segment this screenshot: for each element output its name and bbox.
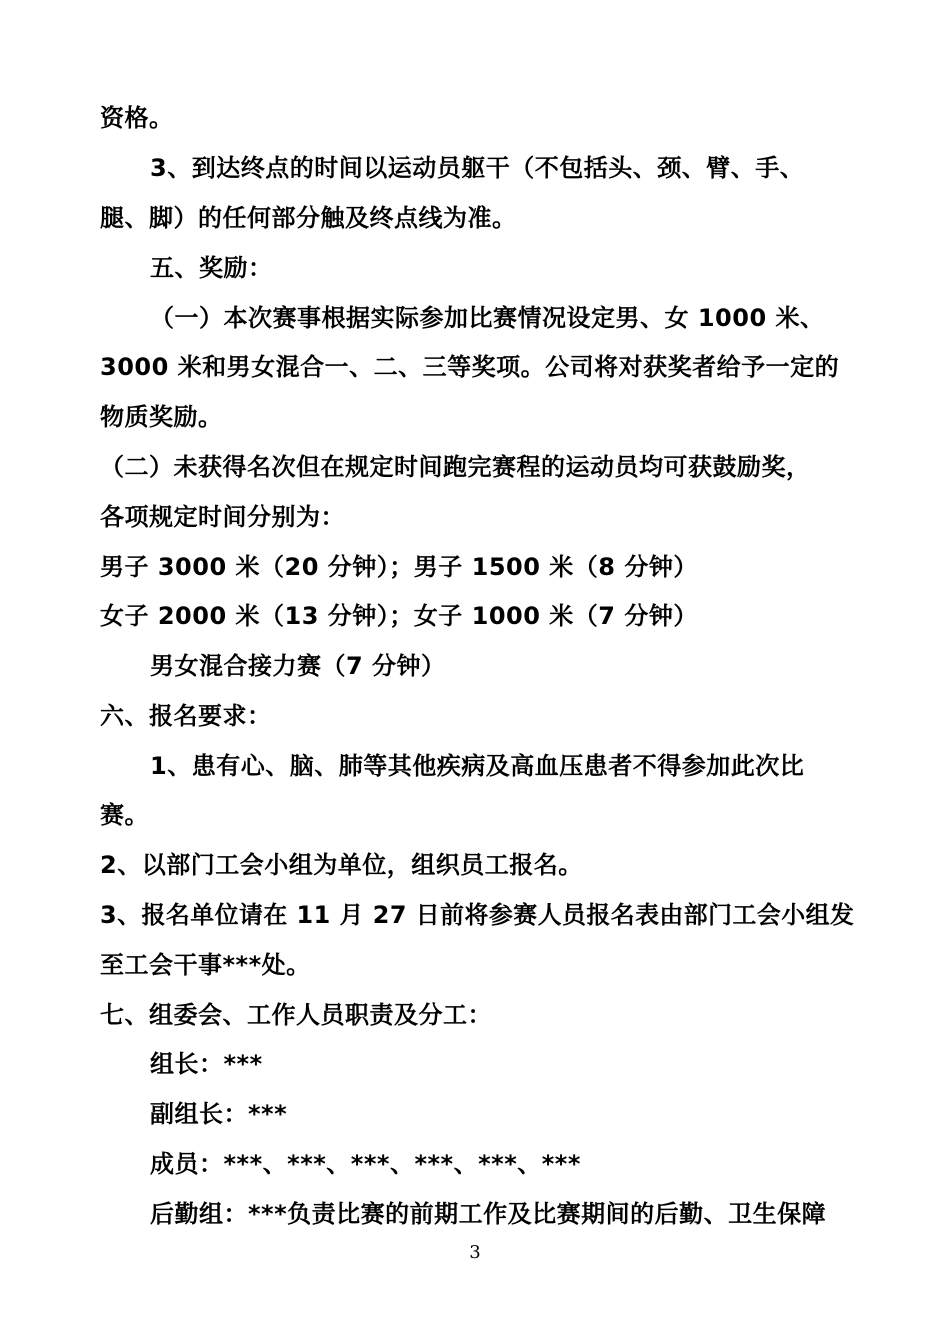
- text-line: 副组长：***: [150, 1100, 288, 1128]
- text-line: 男女混合接力赛（7 分钟）: [150, 652, 446, 680]
- text-line: 组长：***: [150, 1050, 263, 1078]
- page-number: 3: [469, 1242, 481, 1263]
- text-line: 3000 米和男女混合一、二、三等奖项。公司将对获奖者给予一定的: [100, 353, 840, 381]
- text-line: 成员：***、***、***、***、***、***: [150, 1150, 581, 1178]
- text-line: 至工会干事***处。: [100, 951, 311, 979]
- text-line: 腿、脚）的任何部分触及终点线为准。: [100, 204, 517, 232]
- text-line: 1、患有心、脑、肺等其他疾病及高血压患者不得参加此次比: [150, 752, 805, 780]
- text-line: 女子 2000 米（13 分钟）；女子 1000 米（7 分钟）: [100, 602, 698, 630]
- text-line: 赛。: [100, 801, 149, 829]
- section-heading: 五、奖励：: [150, 254, 273, 282]
- text-line: 3、到达终点的时间以运动员躯干（不包括头、颈、臂、手、: [150, 154, 805, 182]
- text-line: （一）本次赛事根据实际参加比赛情况设定男、女 1000 米、: [150, 304, 825, 332]
- text-line: 男子 3000 米（20 分钟）；男子 1500 米（8 分钟）: [100, 553, 698, 581]
- text-line: 物质奖励。: [100, 403, 223, 431]
- text-line: 各项规定时间分别为：: [100, 503, 345, 531]
- text-line: 2、以部门工会小组为单位，组织员工报名。: [100, 851, 583, 879]
- text-line: 3、报名单位请在 11 月 27 日前将参赛人员报名表由部门工会小组发: [100, 901, 855, 929]
- section-heading: 七、组委会、工作人员职责及分工：: [100, 1001, 492, 1029]
- section-heading: 六、报名要求：: [100, 702, 272, 730]
- text-line: 后勤组：***负责比赛的前期工作及比赛期间的后勤、卫生保障: [150, 1200, 827, 1228]
- text-line: 资格。: [100, 104, 174, 132]
- text-line: （二）未获得名次但在规定时间跑完赛程的运动员均可获鼓励奖，: [100, 453, 811, 481]
